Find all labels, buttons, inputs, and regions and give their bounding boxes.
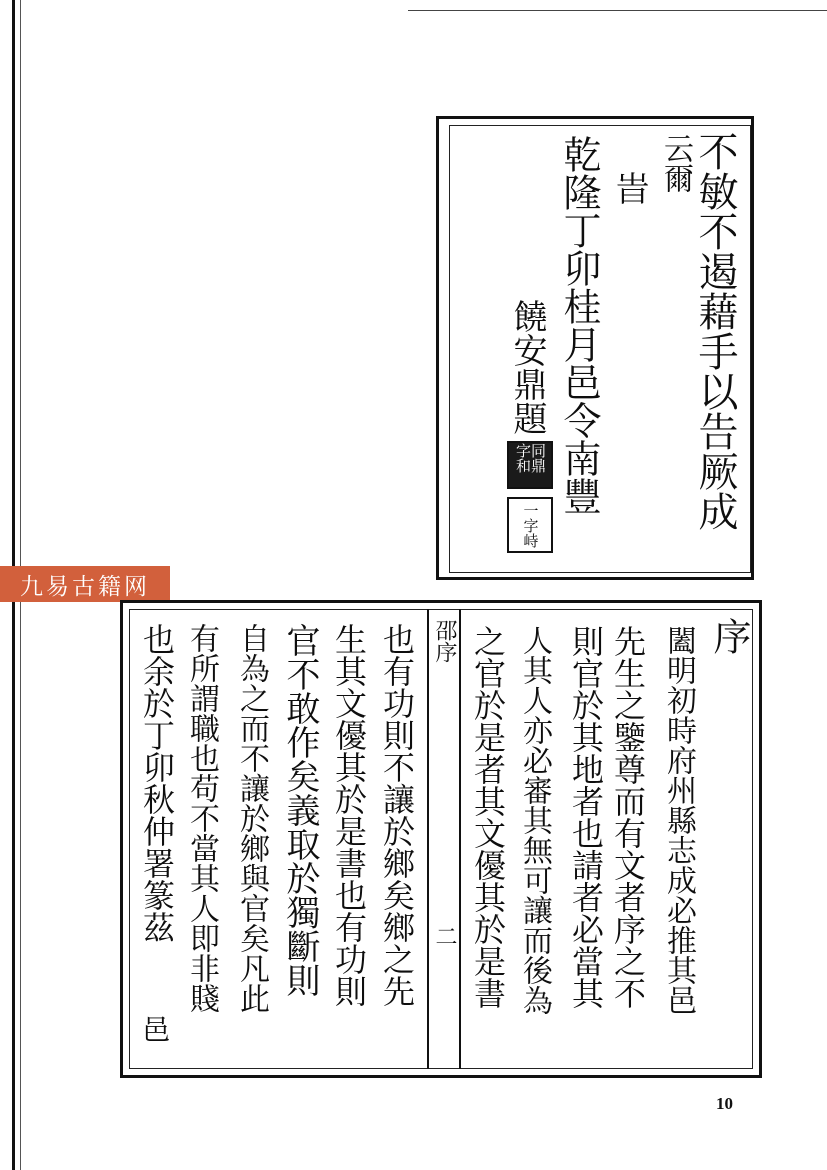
left-page-column-3: 官不敢作矣義取於獨斷則: [280, 623, 320, 997]
fold-line-left: [427, 609, 429, 1069]
left-page-column-5: 有所謂職也苟不當其人即非賤: [184, 623, 219, 1013]
left-page-column-1: 也有功則不讓於鄉矣鄉之先: [378, 623, 416, 1007]
fold-mark: 二: [432, 925, 457, 947]
lower-leaf-border: [129, 609, 753, 1069]
preface-column-4: 人其人亦必審其無可讓而後為: [517, 625, 552, 1015]
upper-column-3: 旹: [609, 171, 649, 205]
left-page-column-6: 也余於丁卯秋仲署篆茲: [138, 623, 176, 943]
fold-line-right: [459, 609, 461, 1069]
preface-column-1: 闔明初時府州縣志成必推其邑: [661, 625, 696, 1015]
preface-column-5: 之官於是者其文優其於是書: [469, 625, 507, 1009]
left-page-column-6-tail: 邑: [138, 1015, 171, 1043]
top-margin-rule: [408, 10, 827, 11]
signature: 饒安鼎題: [507, 299, 547, 435]
page-number: 10: [716, 1094, 733, 1113]
seal-upper: 同鼎字和: [507, 441, 553, 489]
seal-lower: 一字峙: [507, 497, 553, 553]
preface-column-3: 則官於其地者也請者必當其: [567, 625, 605, 1009]
upper-column-2: 云爾: [658, 133, 693, 193]
left-page-column-2: 生其文優其於是書也有功則: [330, 623, 368, 1007]
preface-column-2: 先生之鑒尊而有文者序之不: [609, 625, 647, 1009]
upper-leaf: [436, 116, 754, 580]
lower-leaf: [120, 600, 762, 1078]
preface-heading: 序: [707, 617, 751, 655]
upper-column-4: 乾隆丁卯桂月邑令南豐: [557, 135, 601, 515]
upper-column-1: 不敏不遏藉手以告厥成: [692, 131, 738, 531]
watermark: 九易古籍网: [0, 566, 170, 602]
left-page-column-4: 自為之而不讓於鄉與官矣凡此: [234, 623, 269, 1013]
fold-label: 邵序: [432, 619, 457, 663]
